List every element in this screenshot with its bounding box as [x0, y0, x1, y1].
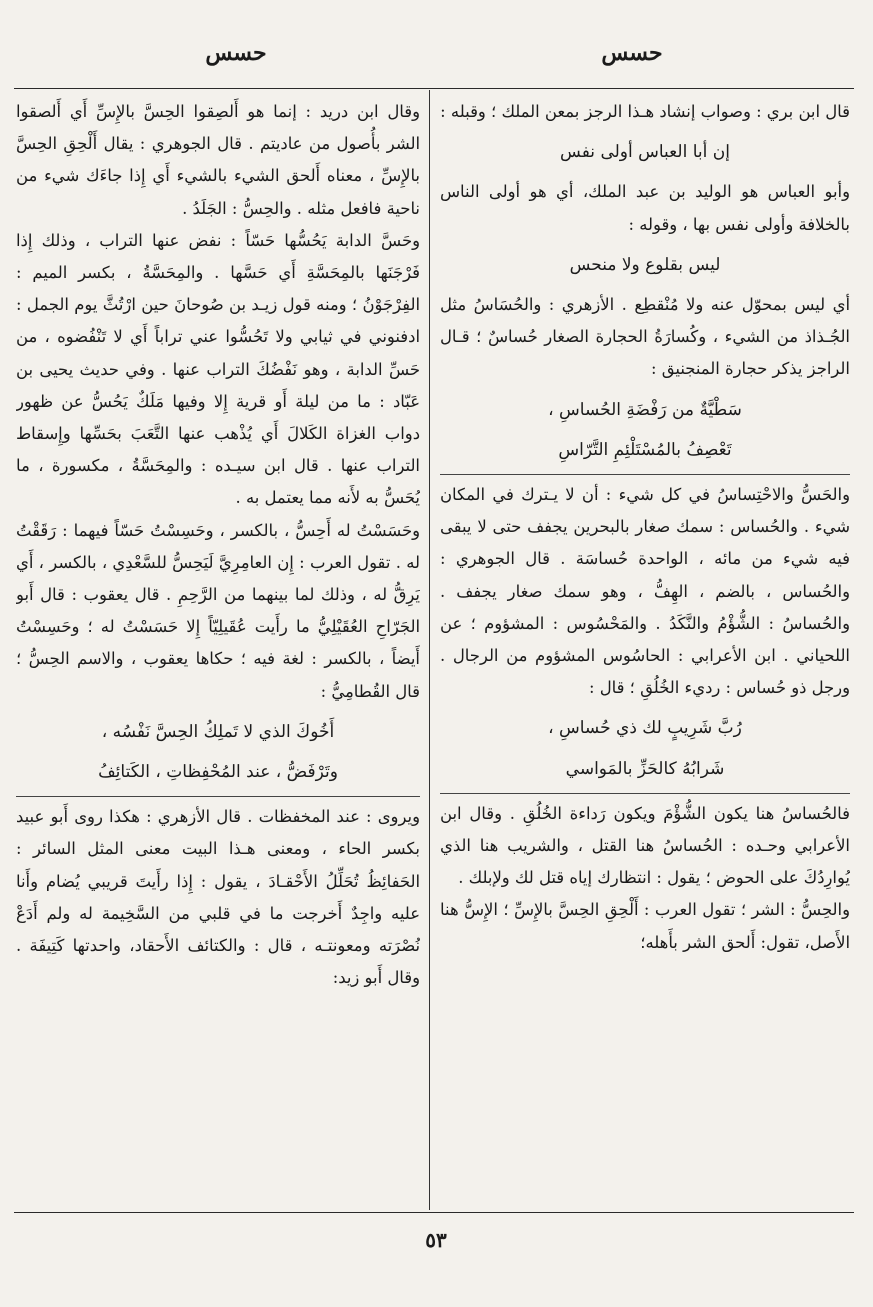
paragraph: ويروى : عند المخفظات . قال الأزهري : هكذا روى أَبو عبيد بكسر الحاء ، ومعنى هـذا البيت معنى المثل السائر : الحَفائِظُ تُحَلِّلُ الأَحْقـادَ ، يقول : إِذا رأَيتَ قريبي يُضام وأَنا عليه واجِدٌ أَخرجت ما في قلبي من السَّخِيمة له ولم أَدَعْ نُصْرَته ومعونتـه ، قال : والكتائف الأَحقاد، واحدتها كَتِيفَة . وقال أَبو زيد: [16, 807, 420, 988]
verse-line: أَخُوكَ الذي لا تَملِكُ الحِسَّ نَفْسُه ، [101, 721, 335, 742]
section-divider [440, 474, 850, 475]
paragraph: قال ابن بري : وصواب إنشاد هـذا الرجز بمعن الملك ؛ وقبله : [440, 102, 850, 121]
verse-line: سَطْيَّةٌ من رَفْضَةِ الحُساسِ ، [548, 399, 742, 420]
top-rule [14, 88, 854, 89]
verse-line: شَرابُهُ كالحَزِّ بالمَواسي [565, 758, 725, 779]
verse-line: إن أبا العباس أولى نفس [560, 142, 730, 163]
verse-line: رُبَّ شَرِيبٍ لك ذي حُساسِ ، [548, 718, 742, 739]
paragraph: وحَسَسْتُ له أَحِسُّ ، بالكسر ، وحَسِسْتُ حَسّاً فيهما : رَقَقْتُ له . تقول العرب : إِن العامِرِيَّ لَيَحِسُّ للسَّعْدِي ، بالكسر ، أَي يَرِقُّ له ، وذلك لما بينهما من الرَّحِمِ . قال يعقوب : قال أَبو الجَرّاحِ العُقَيْلِيُّ ما رأَيت عُقَيلِيّاً إِلا حَسَسْتُ له ؛ وحَسِسْتُ أَيضاً ، بالكسر : لغة فيه ؛ حكاها يعقوب ، والاسم الحِسُّ ؛ قال القُطامِيُّ : [16, 520, 420, 701]
header-word-right: حسس [601, 40, 663, 66]
right-column [440, 96, 850, 1206]
bottom-rule [14, 1212, 854, 1213]
header-word-left: حسس [205, 40, 267, 66]
left-column [16, 96, 420, 1206]
paragraph: والحِسُّ : الشر ؛ تقول العرب : أَلْحِقِ الحِسَّ بالإِسِّ ؛ الإِسُّ هنا الأَصل، تقول: أَلحق الشر بأَهله؛ [440, 900, 850, 952]
verse-line: ليس بقلوع ولا منحس [569, 254, 721, 275]
paragraph: وأبو العباس هو الوليد بن عبد الملك، أي هو أولى الناس بالخلافة وأولى نفس بها ، وقوله : [440, 182, 850, 234]
section-divider [440, 793, 850, 794]
paragraph: فالحُساسُ هنا يكون الشُّؤْمَ ويكون رَداءة الخُلُقِ . وقال ابن الأعرابي وحـده : الحُساسُ هنا القتل ، والشريب هنا الذي يُوارِدُكَ على الحوض ؛ يقول : انتظارك إياه قتل لك ولإبلك . [440, 803, 850, 888]
paragraph: والحَسُّ والاحْتِساسُ في كل شيء : أن لا يـترك في المكان شيء . والحُساس : سمك صغار بالبحرين يجفف حتى لا يبقى فيه شيء من مائه ، الواحدة حُساسَة . قال الجوهري : والحُساس ، بالضم ، الهِفُّ ، وهو سمك صغار يجفف . والحُساسُ : الشُّؤْمُ والنَّكَدُ . والمَحْسُوس : المشؤوم ؛ عن اللحياني . ابن الأعرابي : الحاسُوس المشؤوم من الرجال . ورجل ذو حُساس : رديء الخُلُقِ ؛ قال : [440, 485, 850, 698]
paragraph: أي ليس بمحوّل عنه ولا مُنْقطِع . الأزهري : والحُسَاسُ مثل الجُـذاذ من الشيء ، وكُسارَةُ الحجارة الصغار حُساسٌ ؛ قـال الراجز يذكر حجارة المنجنيق : [440, 295, 850, 379]
paragraph: وقال ابن دريد : إنما هو أَلصِقوا الحِسَّ بالإِسِّ أَي أَلصقوا الشر بأُصول من عاديتم . قال الجوهري : يقال أَلْحِقِ الحِسَّ بالإِسِّ ، معناه أَلحق الشيء بالشيء أَي إِذا جاءَك شيء من ناحية فافعل مثله . والحِسُّ : الجَلَدُ . [16, 102, 420, 218]
paragraph: وحَسَّ الدابة يَحُسُّها حَسّاً : نفض عنها التراب ، وذلك إِذا فَرْجَنَها بالمِحَسَّةِ أَي حَسَّها . والمِحَسَّةُ ، بكسر الميم : الفِرْجَوْنُ ؛ ومنه قول زيـد بن صُوحانَ حين ارْتُثَّ يوم الجمل : ادفنوني في ثيابي ولا تَحُسُّوا عني تراباً أَي لا تَنْفُضوه ، من حَسِّ الدابة ، وهو نَفْضُكَ التراب عنها . وفي حديث يحيى بن عَبّاد : ما من ليلة أَو قرية إِلا وفيها مَلَكٌ يَحُسُّ عن ظهور دواب الغزاة الكَلالَ أَي يُذْهب عنها التَّعَبَ بحَسِّها وإِسقاط التراب عنها . قال ابن سيـده : والمِحَسَّةُ ، مكسورة ، ما يُحَسُّ به لأَنه مما يعتمل به . [16, 230, 420, 508]
verse-line: تَعْصِفُ بالمُسْتَلْئِمِ التَّرّاسِ [558, 439, 732, 460]
section-divider [16, 796, 420, 797]
verse-line: وتَرْفَضُّ ، عند المُحْفِظاتِ ، الكَتائِفُ [98, 762, 338, 783]
page-number: ٥٣ [425, 1228, 447, 1252]
column-separator [429, 90, 430, 1210]
